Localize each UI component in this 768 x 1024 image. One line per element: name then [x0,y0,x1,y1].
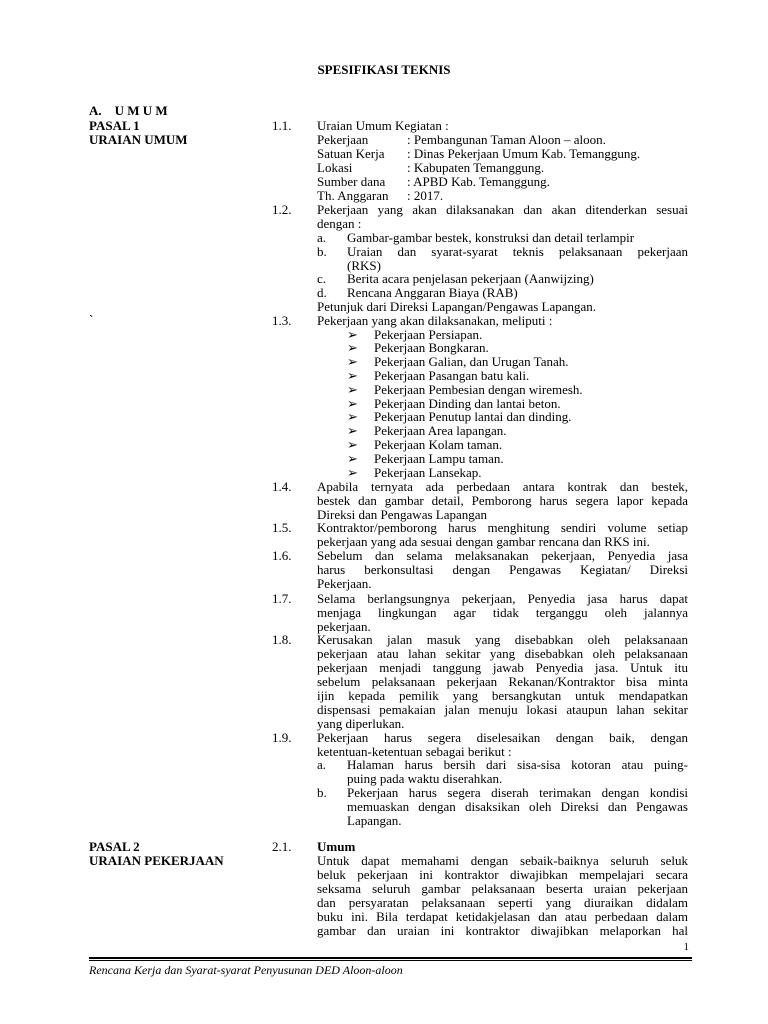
footer-text: Rencana Kerja dan Syarat-syarat Penyusunan DED Aloon-aloon [89,963,403,977]
list-item: Pekerjaan harus segera diserah terimakan dengan kondisi [347,785,688,800]
clause-number: 1.7. [272,591,292,606]
info-label: Th. Anggaran [317,188,389,203]
clause-number: 1.1. [272,118,292,133]
clause-number: 1.5. [272,520,292,535]
work-item: Pekerjaan Lampu taman. [374,451,504,466]
paragraph-line: Kontraktor/pemborong harus menghitung sendiri volume setiap [317,520,688,535]
clause-number: 1.4. [272,479,292,494]
arrow-bullet-icon: ➢ [347,382,358,397]
info-label: Lokasi [317,160,353,175]
clause-heading: Uraian Umum Kegiatan : [317,118,449,133]
clause-number: 2.1. [272,839,292,854]
paragraph-line: beluk pekerjaan ini kontraktor diwajibkan mempelajari secara [317,867,688,882]
paragraph-line: Pekerjaan yang akan dilaksanakan dan akan ditenderkan sesuai [317,202,688,217]
paragraph-line: Petunjuk dari Direksi Lapangan/Pengawas Lapangan. [317,299,597,314]
work-item: Pekerjaan Kolam taman. [374,437,503,452]
list-letter: a. [317,757,327,772]
info-row [317,133,606,147]
list-letter: d. [317,285,327,300]
paragraph-line: ketentuan-ketentuan sebagai berikut : [317,744,512,759]
paragraph-line: harus berkonsultasi dengan Pengawas Kegiatan/ Direksi [317,562,688,577]
clause-number: 1.8. [272,632,292,647]
paragraph-line: pekerjaan yang ada sesuai dengan gambar rencana dan RKS ini. [317,534,650,549]
info-value: : Dinas Pekerjaan Umum Kab. Temanggung. [407,146,641,161]
info-value: : Pembangunan Taman Aloon – aloon. [407,132,606,147]
paragraph-line: Direksi dan Pengawas Lapangan [317,507,488,522]
arrow-bullet-icon: ➢ [347,340,358,355]
paragraph-line: Selama berlangsungnya pekerjaan, Penyedia jasa harus dapat [317,591,688,606]
work-item: Pekerjaan Area lapangan. [374,423,507,438]
arrow-bullet-icon: ➢ [347,451,358,466]
list-item-continued: puing pada waktu diserahkan. [347,771,503,786]
paragraph-line: Pekerjaan harus segera diselesaikan dengan baik, dengan [317,730,688,745]
arrow-bullet-icon: ➢ [347,327,358,342]
paragraph-line: menjaga lingkungan agar tidak terganggu oleh jalannya [317,605,688,620]
paragraph-line: Kerusakan jalan masuk yang disebabkan oleh pelaksanaan [317,632,688,647]
document-title: SPESIFIKASI TEKNIS [317,62,451,77]
clause-heading: Pekerjaan yang akan dilaksanakan, meliputi : [317,313,553,328]
info-row [317,189,443,203]
paragraph-line: Pekerjaan. [317,576,372,591]
work-item: Pekerjaan Pembesian dengan wiremesh. [374,382,583,397]
list-item: Rencana Anggaran Biaya (RAB) [347,285,518,300]
info-value: : Kabupaten Temanggung. [407,160,545,175]
paragraph-line: Untuk dapat memahami dengan sebaik-baiknya seluruh seluk [317,853,688,868]
pasal-2-label: PASAL 2 [89,839,140,854]
info-row [317,161,544,175]
page-number: 1 [683,941,689,953]
arrow-bullet-icon: ➢ [347,437,358,452]
info-row [317,175,550,189]
work-item: Pekerjaan Persiapan. [374,327,483,342]
info-label: Pekerjaan [317,132,369,147]
arrow-bullet-icon: ➢ [347,409,358,424]
paragraph-line: dengan : [317,216,362,231]
paragraph-line: buku ini. Bila terdapat ketidakjelasan dan atau perbedaan dalam [317,909,688,924]
arrow-bullet-icon: ➢ [347,354,358,369]
work-item: Pekerjaan Pasangan batu kali. [374,368,530,383]
clause-number: 1.6. [272,548,292,563]
paragraph-line: Sebelum dan selama melaksanakan pekerjaan, Penyedia jasa [317,548,688,563]
paragraph-line: gambar dan uraian ini kontraktor diwajibkan melaporkan hal [317,923,688,938]
clause-number: 1.2. [272,202,292,217]
paragraph-line: pekerjaan atau lahan sekitar yang disebabkan oleh pelaksanaan [317,646,688,661]
info-row [317,147,640,161]
footer-rule-thin [89,960,692,961]
pasal-1-label: PASAL 1 [89,118,140,133]
list-letter: c. [317,271,327,286]
paragraph-line: sebelum pelaksanaan pekerjaan Rekanan/Kontraktor bisa minta [317,674,688,689]
pasal-2-title: URAIAN PEKERJAAN [89,853,224,868]
list-letter: b. [317,244,327,259]
clause-heading: Umum [317,839,356,854]
paragraph-line: pekerjaan. [317,619,371,634]
section-a-heading: A. U M U M [89,103,168,118]
paragraph-line: bestek dan gambar detail, Pemborong harus segera lapor kepada [317,493,688,508]
work-item: Pekerjaan Galian, dan Urugan Tanah. [374,354,569,369]
stray-backtick: ` [89,312,94,327]
arrow-bullet-icon: ➢ [347,368,358,383]
paragraph-line: dispensasi pemakaian jalan menuju lokasi ataupun lahan sekitar [317,702,688,717]
work-item: Pekerjaan Lansekap. [374,465,482,480]
footer-rule [89,957,692,959]
list-item-continued: Lapangan. [347,813,402,828]
paragraph-line: ijin kepada pemilik yang bersangkutan untuk mendapatkan [317,688,688,703]
paragraph-line: pekerjaan menjadi tanggung jawab Penyedia jasa. Untuk itu [317,660,688,675]
paragraph-line: Apabila ternyata ada perbedaan antara kontrak dan bestek, [317,479,688,494]
arrow-bullet-icon: ➢ [347,465,358,480]
work-item: Pekerjaan Bongkaran. [374,340,489,355]
paragraph-line: seksama seluruh gambar pelaksanaan beserta uraian pekerjaan [317,881,688,896]
list-item-continued: memuaskan dengan disaksikan oleh Direksi dan Pengawas [347,799,688,814]
paragraph-line: dan persyaratan pelaksanaan seperti yang diuraikan didalam [317,895,688,910]
clause-number: 1.3. [272,313,292,328]
pasal-1-title: URAIAN UMUM [89,132,188,147]
list-letter: b. [317,785,327,800]
list-letter: a. [317,230,327,245]
info-label: Sumber dana [317,174,386,189]
work-item: Pekerjaan Penutup lantai dan dinding. [374,409,572,424]
arrow-bullet-icon: ➢ [347,423,358,438]
work-item: Pekerjaan Dinding dan lantai beton. [374,396,561,411]
info-value: : APBD Kab. Temanggung. [407,174,550,189]
list-item: Uraian dan syarat-syarat teknis pelaksanaan pekerjaan [347,244,688,259]
paragraph-line: yang diperlukan. [317,716,405,731]
list-item: Berita acara penjelasan pekerjaan (Aanwijzing) [347,271,594,286]
list-item: Halaman harus bersih dari sisa-sisa kotoran atau puing- [347,757,688,772]
arrow-bullet-icon: ➢ [347,396,358,411]
info-label: Satuan Kerja [317,146,385,161]
clause-number: 1.9. [272,730,292,745]
list-item-continued: (RKS) [347,258,381,273]
list-item: Gambar-gambar bestek, konstruksi dan detail terlampir [347,230,635,245]
info-value: : 2017. [407,188,444,203]
